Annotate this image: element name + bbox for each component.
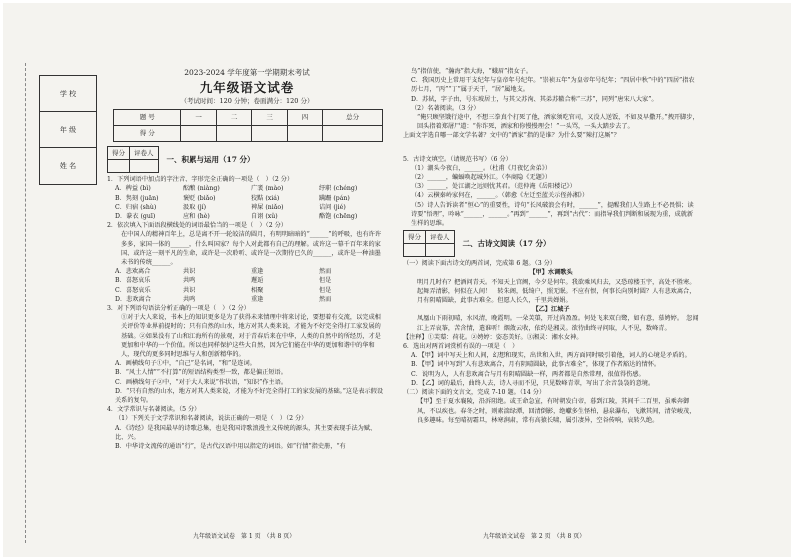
option: 广袤 (mào) — [251, 185, 284, 193]
question-4-1: （1）下列关于文学常识和名著阅读，说法正确的一项是（ ）（2 分） — [115, 415, 308, 423]
q5-item: （5）诗人告诉读者“恒心”的重要性，诗句“长风破浪会有时，______”，提醒我们人生路上不必畏惧；读诗要“悟理”，吟咏“______，______。”再到“______”，再到“古代”：而指导我们判断和展现为重，成就新生样的思维。 — [411, 201, 694, 228]
grader-reviewer-label: 评卷人 — [130, 147, 159, 160]
option: 共识 — [183, 286, 196, 294]
option: D．豢衣 (guī) — [115, 213, 156, 221]
fold-line — [25, 63, 32, 543]
option: 然而 — [319, 268, 332, 276]
question-2: 2．依次填入下面语段横线处的词语最恰当的一项是（ ）（2 分） — [107, 222, 287, 230]
score-cell[interactable] — [287, 126, 322, 142]
grader-box — [107, 146, 159, 173]
grader-score-label: 得分 — [108, 147, 130, 160]
score-cell[interactable] — [323, 126, 383, 142]
q5-item: （1）潮头今夜白，______。（杜甫《月夜忆舍弟》） — [411, 164, 552, 172]
option: 但是 — [319, 286, 332, 294]
right-page-footer: 九年级语文试卷 第 2 页 （共 8 页） — [483, 533, 586, 540]
q4-option-a: A．《诗经》是我国最早的诗歌总集，也是我国诗歌浪漫主义传统的源头，其主要表现手法为赋、比、兴。 — [115, 424, 377, 441]
q3-option-c: C．画横线句子②中，“对于大人来说”作状语，“知识”作主语。 — [115, 378, 288, 386]
option: 应和 (hè) — [183, 213, 210, 221]
score-cell: 一 — [181, 110, 216, 126]
grader-reviewer-label: 评卷人 — [426, 231, 455, 244]
q5-item: （4）云横秦岭家何在，______。（韩愈《左迁至蓝关示侄孙湘》） — [411, 192, 589, 200]
question-4-2: （2）名著阅读。（3 分） — [411, 104, 480, 112]
left-page — [107, 67, 387, 451]
option: 裨屎 (niǎo) — [251, 203, 284, 211]
option: 但是 — [319, 277, 332, 285]
option: 酝酿 (niàng) — [183, 185, 220, 193]
option: 酪饱 (chēng) — [319, 213, 358, 221]
option: B．喜怒哀乐 — [115, 277, 151, 285]
q6-option-d: D．【乙】词的最后，曲终人去，诗人寻而不见，只见数峰青翠，写出了余音袅袅的意境。 — [411, 379, 655, 387]
q5-item: （3）______，处江湖之远则忧其君。（范仲淹《岳阳楼记》） — [411, 183, 576, 191]
q2-passage: 在中国人的精神百年上，总是离不开一轮皎洁的圆月，有明明暗暗的“______”的呼吸，也有许许多多，家国一体的______，什么叫国家？每个人对此都有自己的理解。或许这一幕千百年来的家国、或许这一刻平凡的生命，或许是一次聆听、或许是一次期待已久的______，或许是一种油墨未书的传统______。 — [121, 231, 382, 267]
q1-options — [107, 184, 387, 221]
q6-option-c: C．说明为人，人有悲欢离合与月有阴晴圆缺一样，两者都是自然常理，很值得伤感。 — [411, 370, 645, 378]
option: D．悲欢离合 — [115, 295, 151, 303]
option: 然而 — [319, 295, 332, 303]
question-5: 5．古诗文填空。（请规范书写）（6 分） — [403, 155, 512, 163]
option: 共识 — [183, 268, 196, 276]
q5-item: （2）______，蝙蝠唤起城外江。（李商隐《无题》） — [411, 174, 552, 182]
q4-2-ask: 上面文字选自哪一部文学名著？文中的“洒家”指的是谁？为什么要“辣打这厮”？ — [403, 132, 620, 140]
grader-score-label: 得分 — [404, 231, 426, 244]
option: 狡黠 (xiá) — [251, 194, 280, 202]
section1-heading: 一、积累与运用（17 分） — [166, 155, 255, 165]
q6-option-a: A．【甲】词中写天上和人间，幻想和现实，出世和入世，两方面同时吸引着他，词人的心境是矛盾的。 — [411, 352, 691, 360]
classical-text: 【甲】至于夏水襄陵，沿泝阻绝。或王命急宣，有时朝发白帝，暮到江陵，其间千二百里，虽乘奔御风，不以疾也。春冬之时，则素湍绿潭，回清倒影，绝巘多生怪柏，悬泉瀑布，飞漱其间，清荣峻茂，良多趣味。每至晴初霜旦，林寒涧肃，常有高猿长啸，属引凄异，空谷传响，哀转久绝。 — [417, 398, 696, 424]
option: 褒贬 (biǎo) — [183, 194, 216, 202]
option: 重逢 — [251, 268, 264, 276]
grader-score-cell[interactable] — [108, 160, 130, 173]
option: 共鸣 — [183, 295, 196, 303]
score-cell[interactable] — [252, 126, 287, 142]
grader-score-cell[interactable] — [404, 244, 426, 257]
student-info-box — [39, 75, 97, 185]
option: C．喜怒哀乐 — [115, 286, 151, 294]
name-field: 姓 名 — [59, 161, 77, 170]
q3-option-a: A．画横线句子①中，“自己”是名词，“和”是连词。 — [115, 360, 256, 368]
option: 诘问 (jié) — [319, 203, 346, 211]
grader-box — [403, 230, 455, 257]
right-page — [403, 67, 699, 425]
question-4: 4．文学常识与名著阅读。（5 分） — [107, 406, 201, 414]
grade-field: 年 级 — [40, 112, 96, 148]
option: 重逢 — [251, 295, 264, 303]
option: 共鸣 — [183, 277, 196, 285]
section2-heading: 二、古诗文阅读（17 分） — [462, 239, 551, 249]
question-3: 3．对下列语句语法分析正确的一项是（ ）（2 分） — [107, 305, 250, 313]
q3-option-b: B．“风土人情”“不打算”的短语结构类型一致，都是偏正短语。 — [115, 369, 287, 377]
score-cell: 三 — [252, 110, 287, 126]
score-cell: 得 分 — [114, 126, 181, 142]
q3-passage: ①对于大人来说，书本上的知识更多是为了获得未来情理中将来讨论，要想着有交流，以完成相关评价等业界前提时的；只有自然的山水，地方对其人类来说，才能为不好完全得打工家发展的基础。②如果没有了山和江海所有的景观，对于青春后来在中华，人类的自然中的所经历，才是更加和中华的一个价值。所以也同样保护这些大自然，因为它们能在中华的更加和谐中的华和人，现代的更多同时思维与人和创新精华的。 — [121, 314, 381, 359]
question-1: 1．下列词语中加点的字注音、字形完全正确的一项是（ ）（2 分） — [107, 176, 294, 184]
grader-reviewer-cell[interactable] — [130, 160, 159, 173]
option: 相聚 — [251, 286, 264, 294]
q6-option-b: B．【甲】词中写到“人有悲欢离合，月有阴晴圆缺，此事古难全”，体现了作者豁达的情怀。 — [411, 361, 661, 369]
section2-header — [403, 230, 699, 257]
grader-reviewer-cell[interactable] — [426, 244, 455, 257]
score-table-header-row — [114, 110, 383, 126]
score-table-score-row — [114, 126, 383, 142]
question-6: 6．选出对两首词赏析有误的一项是（ ） — [403, 343, 519, 351]
section1-header — [107, 146, 387, 173]
q4-option-d: D．苏轼，字子由，号东坡居士，与其父苏洵、其弟苏辙合称“三苏”，同列“唐宋八大家”。 — [411, 95, 658, 103]
option: 汲取 (jí) — [183, 203, 207, 211]
q3-option-d: D．“只有自然的山水，地方对其人类来说，才能为不好完全得打工的家发展的基础。”这是表示假设关系的复句。 — [115, 387, 384, 405]
option: 邂逅 — [251, 277, 264, 285]
option: A．稗益 (bì) — [115, 185, 151, 193]
q4-option-b: B．中华诗文流传的通语“行”，是古代汉语中用以指定的词语。如“行情”指史册，“有 — [115, 443, 346, 451]
option: A．悲欢离合 — [115, 268, 151, 276]
option: B．隽刻 (juān) — [115, 194, 159, 202]
score-cell: 四 — [287, 110, 322, 126]
exam-sheet — [3, 3, 791, 557]
score-cell[interactable] — [181, 126, 216, 142]
score-cell: 总分 — [323, 110, 383, 126]
option: 纾职 (chéng) — [319, 185, 358, 193]
poem2-text: 凤凰山下雨初晴，水风清，晚霞明。一朵芙蕖，开过尚盈盈。何处飞来双白鹭，如有意，慕娉婷。 忽闻江上弄哀筝，苦含情，遣谁听！烟敛云收，依约是湘灵。欲待曲终寻问取，人不见，数峰青。 — [417, 315, 699, 332]
exam-title: 2023-2024 学年度第一学期期末考试 — [184, 68, 310, 77]
poem1-title: 【甲】水调歌头 — [529, 269, 573, 277]
poem-note: 【注释】①芙蕖：荷花。②娉婷：姿态美好。③湘灵：湘水女神。 — [403, 333, 583, 341]
score-cell: 题 号 — [114, 110, 181, 126]
score-cell[interactable] — [216, 126, 251, 142]
q4-2-quote: “俺只顾坚饿行途中，不想三拳真个打死了他，洒家须吃官司，又没人送饭，不如及早撒开。”拽开脚步，回头指着郑屠尸道：“你诈死，洒家和你慢慢理会！”一头骂，一头大踏步去了。 — [417, 114, 699, 131]
score-table — [113, 109, 383, 142]
subsection-1: （一）阅读下面古诗文的两首词，完成第 6 题。（3 分） — [403, 260, 556, 268]
q4-option-c: C．我国历史上常用干支纪年与皇帝年号纪年。“崇祯五年”为皇帝年号纪年；“四居中秋”中的“四居”指农历七月，“丙”“丁”属于天干，“居”属地支。 — [411, 77, 695, 94]
subsection-2: （二）阅读下面的文言文，完成 7-10 题。（14 分） — [403, 389, 546, 397]
answer-space[interactable] — [403, 141, 699, 155]
poem2-title: 【乙】江城子 — [532, 306, 570, 314]
score-cell: 二 — [216, 110, 251, 126]
q2-options — [107, 267, 387, 304]
poem1-text: 明月几时有？把酒问青天。不知天上宫阙，今夕是何年。我欲乘风归去，又恐琼楼玉宇，高处不胜寒。起舞弄清影，何似在人间！ 转朱阁，低绮户，照无眠。不应有恨，何事长向别时圆？人有悲欢离合，月有阴晴圆缺，此事古难全。但愿人长久，千里共婵娟。 — [417, 278, 696, 305]
left-page-footer: 九年级语文试卷 第 1 页 （共 8 页） — [193, 533, 296, 540]
option: 自诩 (xǔ) — [251, 213, 278, 221]
school-field: 学 校 — [40, 76, 96, 112]
q4-cont-line: 鸟”指信使，“瀚海”指大海，“蛾眉”指女子。 — [411, 68, 533, 75]
paper-title: 九年级语文试卷 — [199, 80, 295, 95]
option: C．归宿 (shù) — [115, 203, 157, 211]
exam-info: （考试时间：120 分钟；卷面满分：120 分） — [180, 97, 314, 105]
option: 蹒跚 (pán) — [319, 194, 350, 202]
